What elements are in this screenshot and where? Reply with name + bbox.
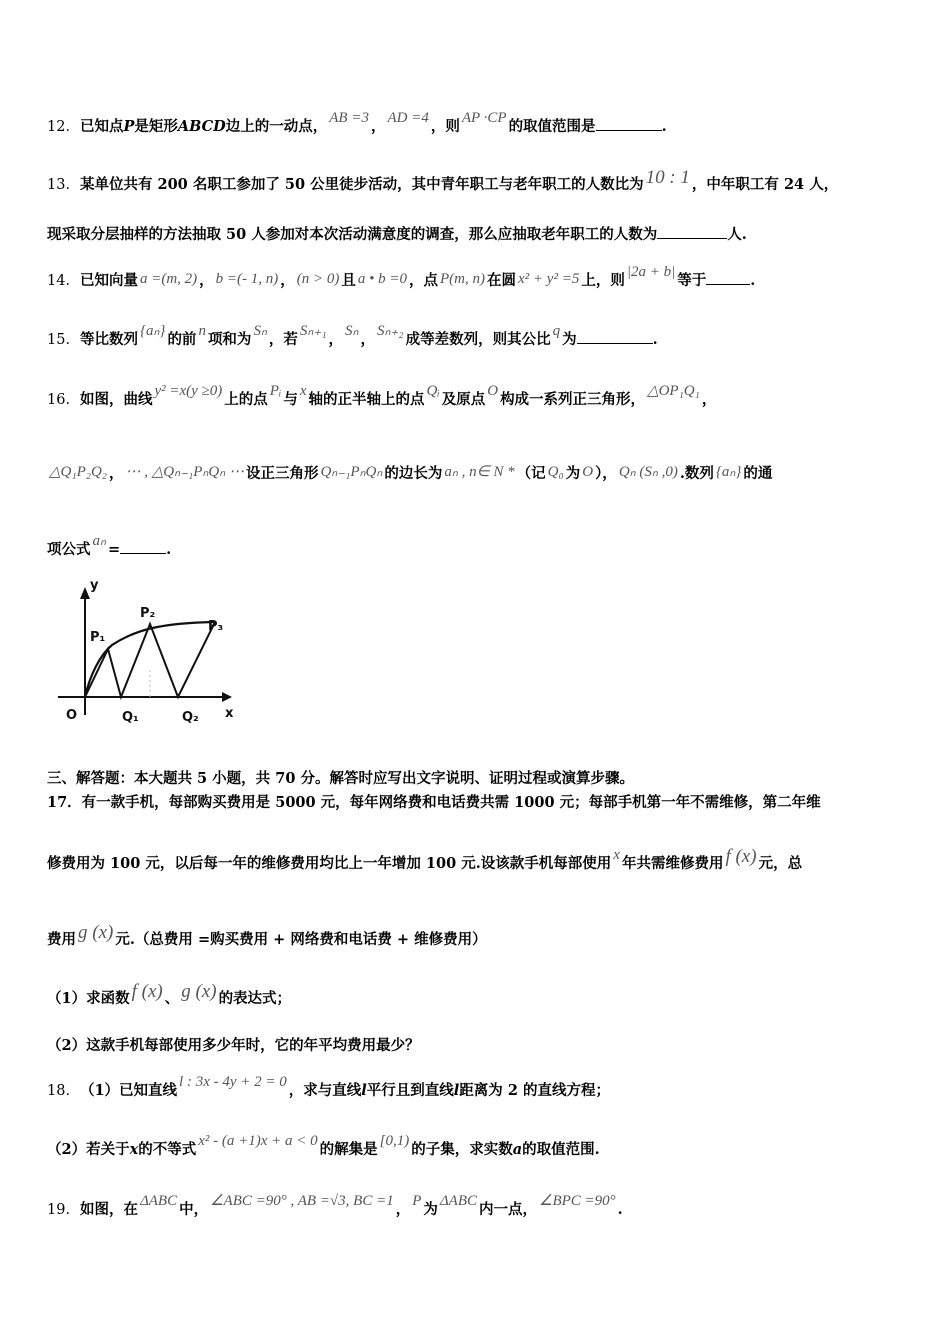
question-17-line3: 费用 g (x) 元.（总费用 =购买费用 + 网络费和电话费 + 维修费用）	[47, 922, 487, 948]
formula: x² + y² =5	[518, 271, 580, 287]
question-17-part2: （2）这款手机每部使用多少年时，它的年平均费用最少？	[47, 1037, 420, 1054]
formula: ∠BPC =90°	[539, 1193, 616, 1209]
formula: 10 : 1	[645, 167, 690, 188]
answer-blank[interactable]	[120, 539, 166, 554]
formula: q	[552, 323, 561, 339]
formula: (n > 0)	[296, 271, 340, 287]
question-16-line3: 项公式 aₙ = .	[47, 539, 910, 561]
formula: Sₙ₊₂	[377, 323, 404, 339]
formula: x² - (a +1)x + a < 0	[198, 1133, 318, 1149]
formula: aₙ	[92, 533, 106, 549]
question-number: 13．	[47, 177, 80, 193]
formula: Sₙ	[253, 323, 267, 339]
formula: g (x)	[78, 922, 114, 943]
answer-blank[interactable]	[577, 329, 653, 344]
formula: O	[487, 383, 499, 399]
formula: △OP₁Q₁	[647, 383, 700, 399]
formula: ΔABC	[139, 1193, 178, 1209]
y-axis-arrow-icon	[80, 587, 90, 599]
formula: P(m, n)	[440, 271, 486, 287]
section-heading: 三、解答题：本大题共 5 小题，共 70 分。解答时应写出文字说明、证明过程或演算步骤。	[47, 770, 634, 787]
formula: Qₙ₋₁PₙQₙ	[320, 464, 383, 480]
formula: a =(m, 2)	[139, 271, 198, 287]
question-18-part2: （2）若关于x的不等式 x² - (a +1)x + a < 0 的解集是 [0,1) 的子集，求实数a的取值范围.	[47, 1139, 910, 1161]
question-number: 12．	[47, 119, 80, 135]
formula: ΔABC	[439, 1193, 478, 1209]
answer-blank[interactable]	[706, 270, 750, 285]
question-17-part1: （1）求函数 f (x) 、 g (x) 的表达式；	[47, 981, 292, 1007]
x-axis-arrow-icon	[222, 692, 232, 702]
question-13: 13．某单位共有 200 名职工参加了 50 公里徒步活动，其中青年职工与老年职工的人数比为 10 : 1 ，中年职工有 24 人，	[47, 173, 910, 196]
formula: AB =3	[329, 110, 369, 126]
formula: AD =4	[387, 110, 429, 126]
formula: Sₙ	[345, 323, 359, 339]
label-origin: O	[66, 708, 78, 723]
triangle-curve-figure	[50, 575, 265, 735]
answer-blank[interactable]	[596, 116, 662, 131]
formula: y² =x(y ≥0)	[154, 383, 223, 399]
formula: x	[299, 383, 307, 399]
question-number: 14．	[47, 273, 80, 289]
formula: x	[613, 847, 620, 863]
formula: AP ·CP	[461, 110, 507, 126]
question-16-line2: △Q₁P₂Q₂ ， ⋯ , △Qₙ₋₁PₙQₙ ⋯ 设正三角形 Qₙ₋₁PₙQₙ 的边长为 aₙ , n∈ N * （记 Q₀ 为 O ）， Qₙ (Sₙ ,0) .数列 {aₙ} 的通	[47, 463, 910, 485]
question-15: 15．等比数列 {aₙ} 的前 n 项和为 Sₙ ，若 Sₙ₊₁ ， Sₙ ， Sₙ₊₂ 成等差数列，则其公比 q 为 .	[47, 329, 910, 351]
formula: Qₙ (Sₙ ,0)	[618, 464, 678, 480]
formula: Pᵢ	[269, 383, 282, 399]
question-17: 17．有一款手机，每部购买费用是 5000 元，每年网络费和电话费共需 1000 元；每部手机第一年不需维修，第二年维	[47, 794, 821, 811]
question-17-line2: 修费用为 100 元，以后每一年的维修费用均比上一年增加 100 元.设该款手机每部使用 x 年共需维修费用 f (x) 元，总	[47, 846, 803, 872]
question-14: 14．已知向量 a =(m, 2) ， b =(- 1, n) ， (n > 0) 且 a • b =0 ，点 P(m, n) 在圆 x² + y² =5 上，则 |2a + b| 等于 .	[47, 270, 910, 292]
formula: b =(- 1, n)	[215, 271, 279, 287]
question-18: 18．（1）已知直线 l : 3x - 4y + 2 = 0 ，求与直线l平行且到直线l距离为 2 的直线方程；	[47, 1080, 910, 1102]
label-y: y	[90, 578, 99, 593]
formula: {aₙ}	[139, 323, 166, 339]
question-16: 16．如图，曲线 y² =x(y ≥0) 上的点 Pᵢ 与 x 轴的正半轴上的点 Qᵢ 及原点 O 构成一系列正三角形， △OP₁Q₁ ，	[47, 389, 910, 411]
formula: g (x)	[181, 981, 217, 1002]
formula: ⋯ , △Qₙ₋₁PₙQₙ ⋯	[125, 464, 244, 480]
formula: l : 3x - 4y + 2 = 0	[179, 1074, 287, 1090]
formula: O	[582, 464, 594, 480]
formula: aₙ , n∈ N *	[444, 464, 515, 480]
label-p3: P₃	[208, 619, 224, 634]
label-x: x	[225, 706, 234, 721]
label-p2: P₂	[140, 606, 156, 621]
formula: ∠ABC =90° , AB =√3, BC =1	[210, 1193, 394, 1209]
label-p1: P₁	[90, 630, 106, 645]
formula: a • b =0	[357, 271, 408, 287]
formula: f (x)	[725, 846, 757, 867]
formula: Q₀	[547, 464, 564, 480]
formula: Qᵢ	[426, 383, 440, 399]
question-19: 19．如图，在 ΔABC 中， ∠ABC =90° , AB =√3, BC =1 ， P 为 ΔABC 内一点， ∠BPC =90° .	[47, 1199, 910, 1221]
formula: △Q₁P₂Q₂	[49, 464, 108, 480]
formula: P	[412, 1193, 422, 1209]
formula: Sₙ₊₁	[299, 323, 327, 339]
label-q2: Q₂	[182, 710, 199, 725]
formula: n	[198, 323, 206, 339]
formula: f (x)	[131, 981, 163, 1002]
question-number: 18．	[47, 1083, 80, 1099]
answer-blank[interactable]	[657, 224, 727, 239]
question-number: 15．	[47, 332, 80, 348]
formula: |2a + b|	[626, 264, 676, 280]
question-number: 19．	[47, 1202, 80, 1218]
question-12: 12．已知点P是矩形ABCD边上的一动点， AB =3 ， AD =4 ，则 AP ·CP 的取值范围是 .	[47, 116, 910, 138]
formula: {aₙ}	[715, 464, 742, 480]
question-number: 16．	[47, 392, 80, 408]
question-13-line2: 现采取分层抽样的方法抽取 50 人参加对本次活动满意度的调查，那么应抽取老年职工的人数为 人.	[47, 226, 747, 243]
label-q1: Q₁	[122, 710, 139, 725]
formula: [0,1)	[379, 1133, 410, 1149]
